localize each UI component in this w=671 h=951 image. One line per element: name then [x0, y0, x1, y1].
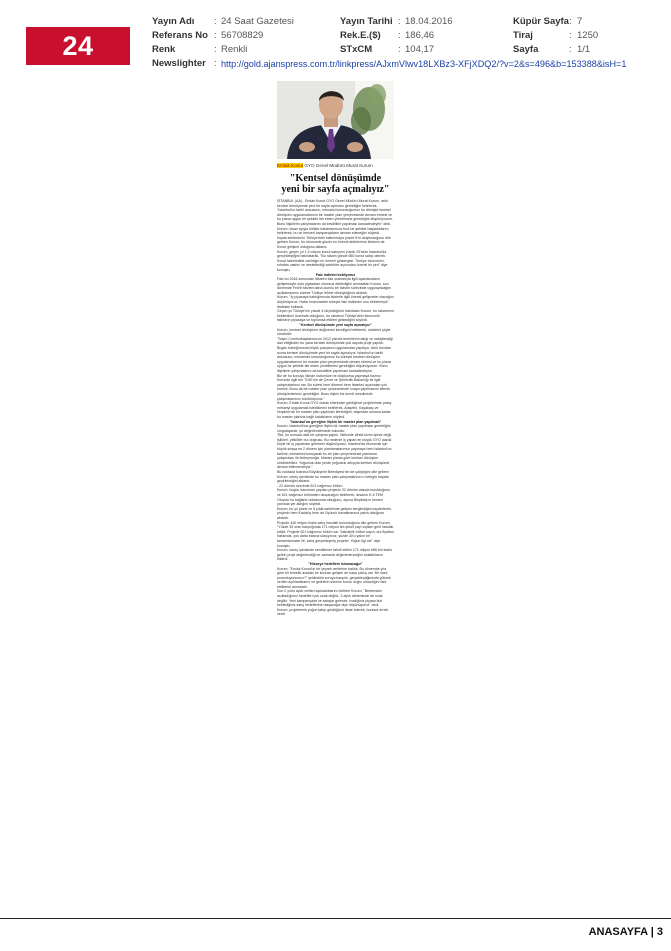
- paragraph: "Biz, bu konuda ufak bir çalışma yaptık. Nelicede direkt bizim işimiz değil. İşlikleri, yetkililer bu; doğrusu. Bu nedenle iş yapan en büyük GYO olarak böyle bir iş yapılması gerekeni düşünüyoruz. İstanbul'da ekonomik işin büyük sıraya en 2 dönem için planlamalarımızı yapmaya hem İstanbul'un tarihini, mimarisini koruyarak bu bir plan çerçevesinde planlama çalışmaları ile ilerleyeceğiz. Master planla göre kentsel dönüşüm sürdürebiliriz. Yoğunluk olan yerde yoğunluk artışıyla kentsel dönüşümü devam ettirmemeliyiz.": [277, 433, 393, 470]
- meta-separator: :: [214, 16, 217, 27]
- meta-value: 104,17: [405, 44, 435, 55]
- subheading: "Hisseye hedeflere tutunacağız": [308, 561, 363, 566]
- meta-label: Tiraj: [513, 30, 533, 41]
- paragraph: "Sayın Cumhurbaşkanımızın 2012 yılında temellerini attığı ve sahiplendiği dan ettiğinden bu yana kentsel dönüşümde çok sayıda proje yapıldı. Bugün baktığımızda büyük parçasını uygulamalar yapılıyor. Artık bundan sonra kentsel dönüşümde yeni bir sayfa açmalıyız. İstanbul'un tarihi dokusunu, mimarisini korunduğumuz bu süreçte kentsel dönüşüm uygulamalarının bir master plan çerçevesinde devam etmesi ve bu plana uygun bir şekilde tek elden yönetilmesi gerektiğini düşünüyorum. Bunu ilişkilerin çalışmalarını da kesdilikle yapılması kanaatindeyim.: [277, 336, 393, 373]
- meta-value: 18.04.2016: [405, 16, 453, 27]
- meta-label: STxCM: [340, 44, 373, 55]
- photo-caption: [277, 163, 394, 169]
- article-headline: [277, 173, 394, 195]
- paragraph: Kurum, Emlak Konut GYO olarak ellerinden geldiğince projelerinde yatay mimariyi uygulamak istediklerini belirterek, Ataşehir, Kayabaşı ve Hoşdere'de bir master plan yaptıkları ilerlediğini, başından sonuna kadar bu master planına bağlı kaldıklarını söyledi.: [277, 401, 392, 419]
- paragraph: Kurum, "İç piyasaya baktığımızda faizlerle ilgili önemli gelişmeler olacağını düşünüyoruz. Hatta önümüzdeki süreçte faiz indirimini onu beklemeyiz" ifadesini kullandı.: [277, 295, 394, 309]
- footer-divider: [0, 918, 671, 919]
- paragraph: Projede 440 milyon liralık satış hasılatlı bulunduğunu dile getiren Kurum, "Yüzde 39 oran karşılığında 171 milyon lira şirket payı toplam gelir hasılatı edildi. Projede 621 bağımsız bölüm var. Satılabilir bölüm sayılı, arz fiyatları hakkında, çok daha basına ulaşıyoruz, yüzde 30'u yakın bir tamamlanması ile, satış gerçekleşmiş projeler. Yoğun ilgi var" diye konuştu.: [277, 520, 394, 548]
- meta-label: Rek.E.($): [340, 30, 381, 41]
- paragraph: İnşaat sektörünün Türkiye'deki kalkınmaya yüzde 8'in oluşturduğunu dile getiren Kurum, bu ekonomik gücün en önemli aktörlerinin birisinin de Konut gelişimi olduğunu aktardı.: [277, 235, 391, 249]
- meta-separator: :: [214, 30, 217, 41]
- article-photo: [277, 81, 394, 159]
- newslighter-link[interactable]: http://gold.ajanspress.com.tr/linkpress/AJxmVlwv18LXBz3-XFjXDQ2/?v=2&s=496&b=153388&isH=1: [221, 59, 627, 69]
- paragraph: Kurum, bu yıl planlı ve 5 yılda sahibinde gelişim sergilediğini kaydederek, projenin hem Kadıköy hem de Üçüncü havalimanına yakın olduğunu aktardı.: [277, 506, 392, 520]
- paragraph: Kurum, "Emlak Konut'un bir çeyrek verilerine baktık. Bu dönemde yıla göre bir temelik aradaki bir konusu gelişim de başa çıkılış var. Bir nasıl yorumluyorsunuz?" şeklindeki soruya karşılık, gerçekleştiğimizde yüksek verileri açıkladıklarını ve gelirlerin sürecin burun doğru olmadığını fark ettiklerini anımsattı.: [277, 566, 391, 589]
- caption-highlight: Emlak Konut: [277, 163, 304, 168]
- subheading: Faiz indirimi bekliyoruz: [315, 272, 356, 277]
- meta-separator: :: [214, 44, 217, 55]
- paragraph: Kurum, kentsel dönüşüme değinerek kendilgini belirterek, sözlerini şöyle sürdürdü:: [277, 327, 391, 337]
- meta-value: 24 Saat Gazetesi: [221, 16, 294, 27]
- headline-line-1: "Kentsel dönüşümde: [289, 173, 382, 184]
- meta-value: 1250: [577, 30, 599, 41]
- meta-label: Sayfa: [513, 44, 539, 55]
- paragraph: Kurum, projelerinin yoğun talep gördüğünü ifade ederek, bunlara örnek verdi.: [277, 607, 389, 617]
- meta-value: 7: [577, 16, 583, 27]
- headline-line-2: yeni bir sayfa açmalıyız": [281, 184, 390, 195]
- meta-value: 56708829: [221, 30, 264, 41]
- footer-page-label: ANASAYFA | 3: [588, 926, 663, 938]
- publication-logo: 24 SAAT: [26, 27, 130, 65]
- subheading: "İstanbul'un gereğine ilişkin bir master plan yapılmalı": [289, 419, 382, 424]
- paragraph: Kurum, nisan ayıyla birlikte baharlarımıza hızlı bir şekilde başladıklarını belirterek, bu ve benzeri kampanyaların devam edeceğini söyledi.: [277, 226, 389, 236]
- paragraph: Kurum, geçen yıl 1,3 milyon konut satışının yüzde 20'sinin İstanbul'da gerçekleştiğini hatırlatarak, "Bu rakam günde 650 konut satışı demek. Konut talebindeki canlılığın en önemli göstergesi. Türkiye ekonomisi, sıfırdan vasfını ve desteklediği sektörler açısından önemli bir yeri" diye konuştu.: [277, 249, 388, 272]
- paragraph: Kurum, bugün hanımları yapılan projenin 22 dönüm alanda kurulduğunu ve 621 bağımsız bölümden oluşacağını belirterek, arsanın E-5 TEM Otoyolu'na bağlantı noktasında olduğunu, ayrıca Beşiktaş'ın hemen yanında yer aldığını söyledi.: [277, 488, 390, 507]
- paragraph: Geçen yıl Türkiye'nin yüzde 4 büyüdüğünü hatırlatan Kurum, bu rakamının beklentinin üzerinde olduğunu, bu rakamın Türkiye'deki ekonomik istikrarın piyasaya ve toplumsa etkileri göstediğini söyledi.: [277, 309, 394, 323]
- paragraph: Kurum, İstanbul'bus gereğine ilişkin bir master plan yapılması gerektiğini vurgulayarak, şu değerlendirmede bulundu:: [277, 424, 391, 433]
- meta-separator: :: [569, 44, 572, 55]
- meta-separator: :: [398, 16, 401, 27]
- paragraph: Faiz bu 2016 sonundan itibaren faiz oranlarıyla ilgili ayarlamaların gelişmesiyle olan piyasaları olumsuz etkilediğini anımsatan Kurum, son dönemde Fed'in faizleri daha olumlu bir takvim sürecinde uygulayacağını açıklamasının sürece Türkiye lehine dönüştüğünü aktardı.: [277, 277, 392, 295]
- meta-label: Küpür Sayfa: [513, 16, 569, 27]
- paragraph: İSTANBUL (AA) - Emlak Konut GYO Genel Müdürü Murat Kurum, artık kentsel dönüşümde yeni bir sayfa açılması gerektiğini belirterek, "İstanbul'un tarihi dokusunu, mimarisi korunduğumuz bu dönüşte kentsel dönüşüm uygulamalarının bir master plan çerçevesinde devam etmesi ve bu plana uygun bir şekilde tek elden yönetilmesi gerektiğini düşünüyorum. Bunu ilişkilerin çalışmalarını da kesdilikle yapılması kanaatindeyim" dedi.: [277, 199, 393, 226]
- meta-label: Renk: [152, 44, 176, 55]
- paragraph: Bu noktada İstanbul Büyükşehir Belediyesi'nin de çalıştığını dile getiren Kurum, süreç içerisinde bu master plan çalışmalarının o belirgin hayata geçirileceğini aktardı.: [277, 470, 389, 484]
- meta-value: 1/1: [577, 44, 591, 55]
- news-clipping: [277, 81, 394, 907]
- meta-label: Newslighter: [152, 58, 206, 69]
- meta-label: Referans No: [152, 30, 208, 41]
- article-body: [277, 199, 394, 617]
- meta-value: 186,46: [405, 30, 435, 41]
- meta-value: Renkli: [221, 44, 248, 55]
- paragraph: Biz de bu konuyu ilkinde üstümüze ne düşüyorsa yapmaya hazırız. Kurumlu ilgili her TOKİ'nin de Çevre ve Şehircilik Bakanlığı ile ilgili çalışmalarımız var. Bu süreci hem dönemi hem İstanbul açısından çok önemli. Bunu da bir master plan çerçevesinde sıraya yapılmasını bilerek dönüşümlerimiz gerektiğini. Bunu ilişkin biz kendi mezdimizle çalışmalarımızı sürdürüyoruz.": [277, 373, 391, 401]
- meta-label: Yayın Adı: [152, 16, 195, 27]
- subheading: "Kentsel dönüşümde yeni sayfa açmalıyız": [299, 323, 372, 328]
- caption-text: GYO Genel Müdürü Murat Kurum: [303, 163, 373, 168]
- paragraph: Kurum, süreç içerisinde kendilerine tahsil edilen 171 milyon 686 bin liralık gelirin proje değerlendiği ve zamanla değerlenenceğini anlattıklarını bildirdi.: [277, 548, 392, 562]
- meta-label: Yayın Tarihi: [340, 16, 393, 27]
- meta-separator: :: [569, 16, 572, 27]
- meta-separator: :: [569, 30, 572, 41]
- paragraph: - 22 dönüm üzerinde 621 bağımsız bölüm: [277, 483, 343, 488]
- portrait-image: [277, 81, 394, 159]
- meta-separator: :: [398, 30, 401, 41]
- meta-separator: :: [214, 58, 217, 69]
- meta-separator: :: [398, 44, 401, 55]
- paragraph: Son 2 yıldır aylık verileri açıkladıklarını belirten Kurum, "Beklemizin açıkladığımız hedefleri çok uzak değiliz. 3 aylık döneminde de uzak değiliz. Yeni kampanyalar ve satışlar gelecek. İnadiğiniz piyasa bizi beklediğiniz satış hedeflerine ulaşacağız diye düşünüyoruz" dedi.: [277, 589, 383, 608]
